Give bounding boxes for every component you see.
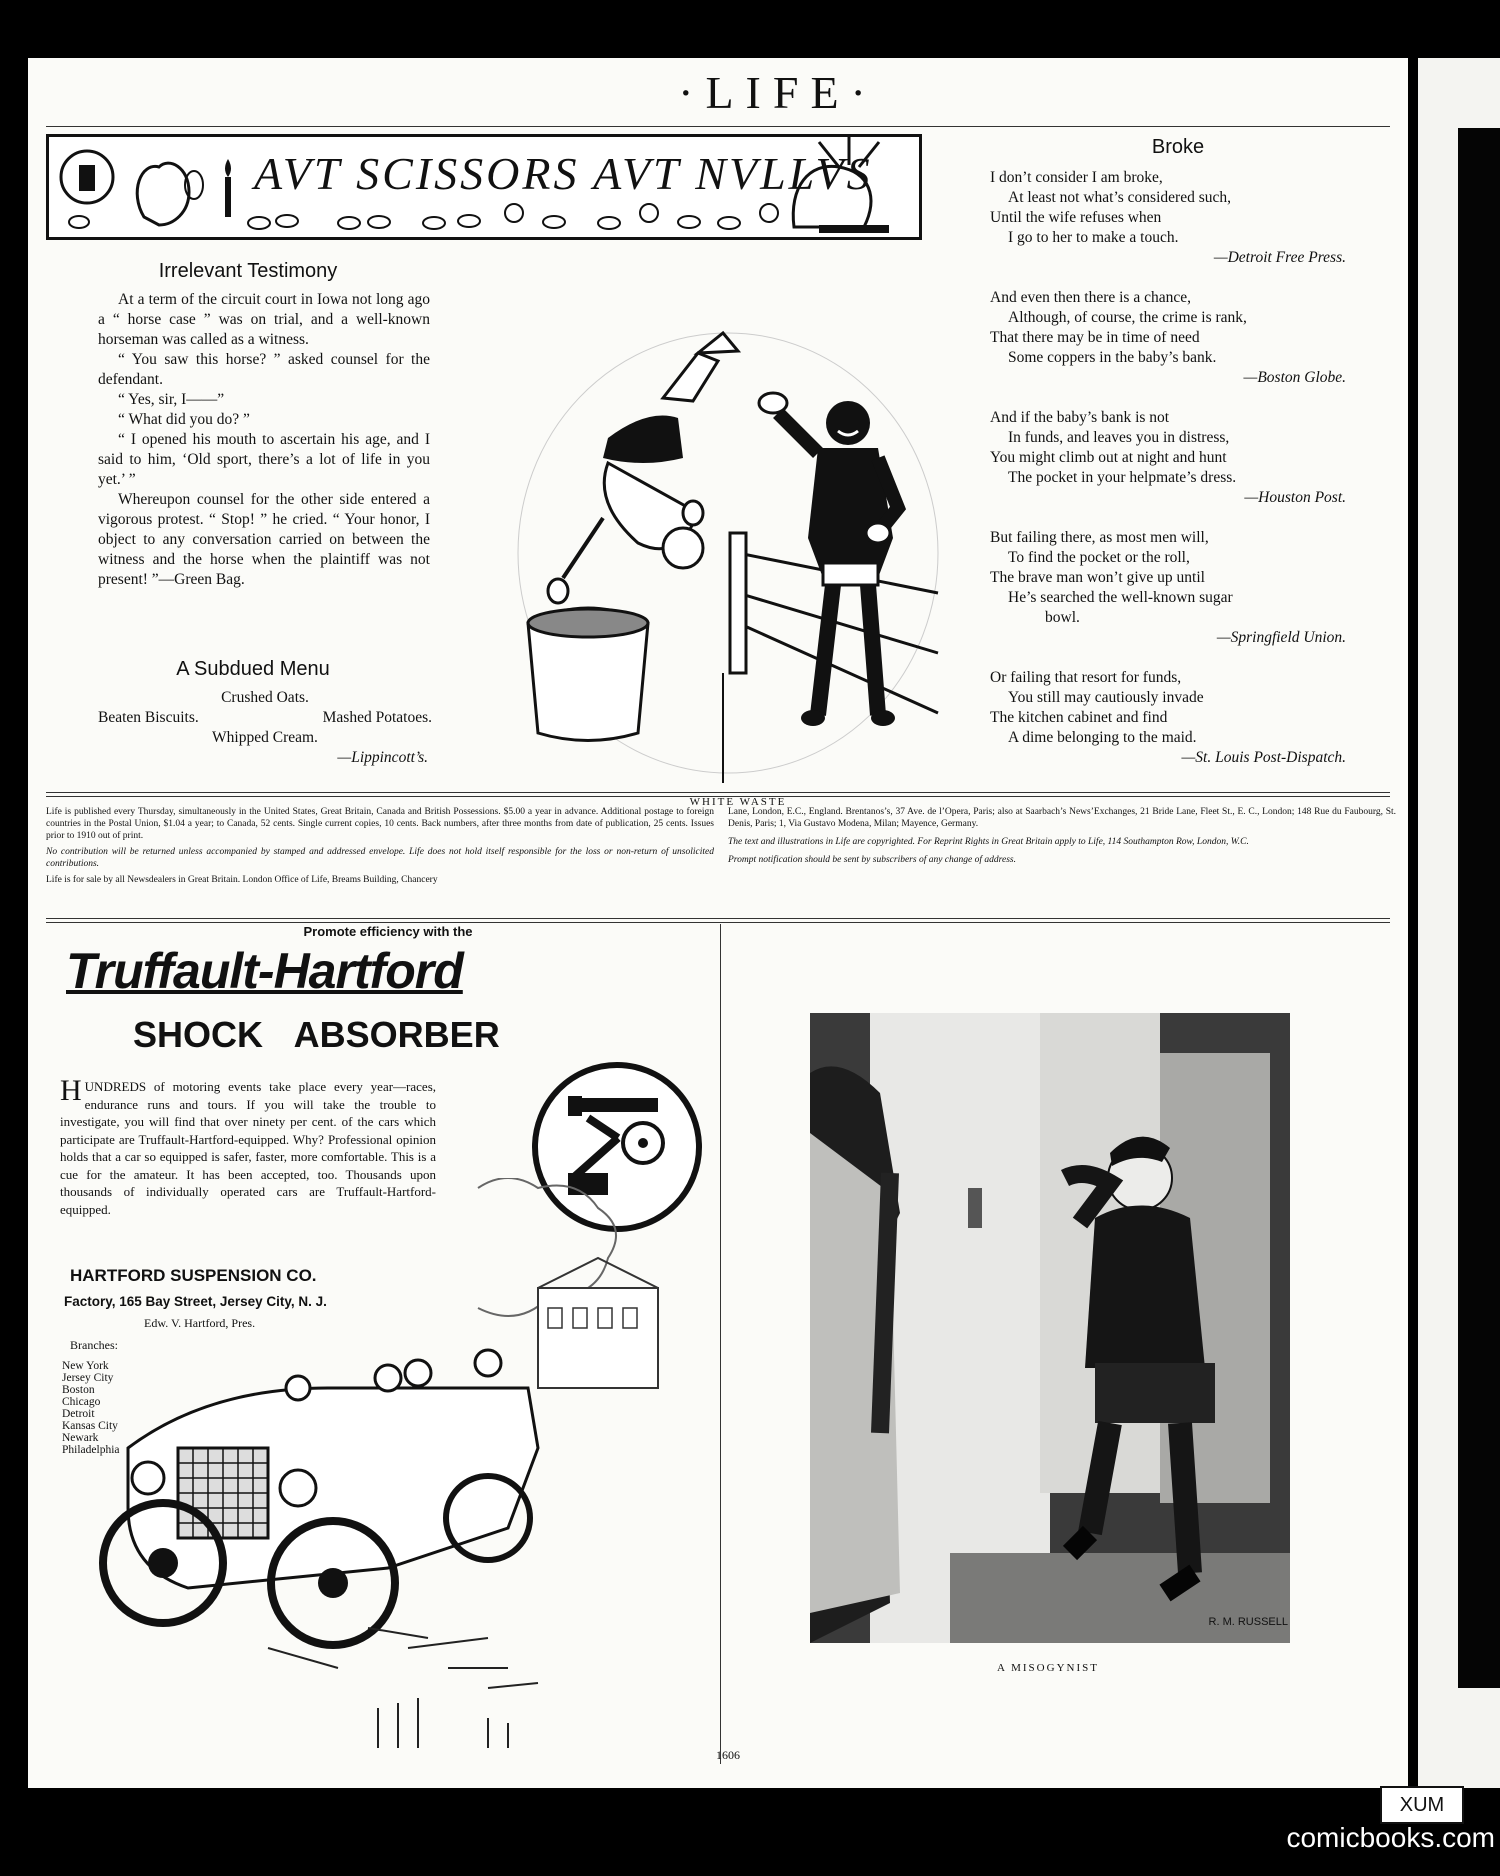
poem-stanza [990,168,1350,268]
ad-company: HARTFORD SUSPENSION CO. [70,1266,317,1285]
poem-line: At least not what’s considered such, [1008,189,1231,206]
touring-car-illustration [68,1178,708,1768]
menu-block [98,688,432,768]
watermark: comicbooks.com [1286,1822,1495,1853]
poem-line: bowl. [1045,609,1080,626]
poem-line: And even then there is a chance, [990,289,1191,306]
poem-line: You still may cautiously invade [1008,689,1204,706]
poem-line: Or failing that resort for funds, [990,669,1182,686]
ad-product: SHOCK ABSORBER [133,1014,500,1055]
masthead-rule [46,126,1390,127]
boxing-cartoon [508,323,948,783]
menu-title: A Subdued Menu [176,658,330,680]
poem-line: In funds, and leaves you in distress, [1008,429,1230,446]
section-rule [46,922,1390,923]
branch-item: Boston [62,1384,95,1396]
publisher-info-right [728,806,1396,866]
ad-president: Edw. V. Hartford, Pres. [144,1316,256,1330]
irrelevant-title: Irrelevant Testimony [158,260,338,282]
ad-promote: Promote efficiency with the [303,924,473,939]
poem-line: Until the wife refuses when [990,209,1162,226]
magazine-page [28,58,1408,1788]
ad-body-text: UNDREDS of motoring events take place every year—races, endurance runs and tours. If you will take the trouble to investigate, you will find that over ninety per cent. of the cars which participate are Truffault-Hartford-equipped. Why? Professional opinion holds that a car so equipped is safer, faster, more comfortable. This is a cue for the amateur. It has been accepted, too. Thousands upon thousands of individually operated cars are Truffault-Hartford-equipped. [60,1079,436,1217]
publisher-info-left [46,806,714,886]
artist-signature: R. M. RUSSELL [1208,1616,1288,1628]
ad-factory: Factory, 165 Bay Street, Jersey City, N. J. [64,1294,327,1309]
poem-source: —Boston Globe. [1243,369,1346,386]
paragraph: “ What did you do? ” [118,411,250,428]
branch-item: Philadelphia [62,1444,120,1456]
poem-line: But failing there, as most men will, [990,529,1209,546]
menu-line-pair [98,708,432,728]
cartoon-caption: WHITE WASTE [689,796,787,808]
scissors-banner [46,134,922,240]
column-divider [720,924,721,1764]
ad-brand: Truffault-Hartford [66,943,463,999]
poem-line: The brave man won’t give up until [990,569,1205,586]
illustration-caption: A MISOGYNIST [997,1662,1099,1674]
poem-line: That there may be in time of need [990,329,1200,346]
paragraph: Whereupon counsel for the other side entered a vigorous protest. “ Stop! ” he cried. “ Your honor, I object to any conversation carried on between the witness and the horse when the plaintiff was not present! ”—Green Bag. [98,491,430,588]
poem-line: And if the baby’s bank is not [990,409,1170,426]
section-rule [46,796,1390,797]
branch-item: Chicago [62,1396,101,1408]
menu-source: —Lippincott’s. [337,749,428,766]
poem-line: The kitchen cabinet and find [990,709,1168,726]
section-rule [46,792,1390,793]
menu-line: Crushed Oats. [221,689,309,706]
poem-line: Some coppers in the baby’s bank. [1008,349,1217,366]
poem-line: He’s searched the well-known sugar [1008,589,1233,606]
branch-item: Detroit [62,1408,95,1420]
banner-motto: AVT SCISSORS AVT NVLLVS [254,148,873,199]
page-number: 1606 [716,1748,740,1762]
paragraph: “ I opened his mouth to ascertain his age, and I said to him, ‘Old sport, there’s a lot of life in you yet.’ ” [98,431,430,488]
broke-title: Broke [1151,136,1205,158]
poem-stanza [990,668,1350,768]
adjacent-page-edge [1418,58,1500,1788]
poem-source: —Detroit Free Press. [1213,249,1346,266]
poem-source: —Houston Post. [1244,489,1346,506]
menu-item: Mashed Potatoes. [322,709,432,726]
poem-line: A dime belonging to the maid. [1008,729,1197,746]
section-rule [46,918,1390,919]
branch-item: Jersey City [62,1372,114,1384]
poem-line: To find the pocket or the roll, [1008,549,1190,566]
poem-stanza [990,288,1350,388]
poem-stanza [990,528,1350,648]
publisher-text: Prompt notification should be sent by subscribers of any change of address. [728,855,1016,865]
poem-line: I don’t consider I am broke, [990,169,1163,186]
publisher-text: The text and illustrations in Life are copyrighted. For Reprint Rights in Great Britain apply to Life, 114 Southampton Row, London, W.C. [728,837,1249,847]
paragraph: “ You saw this horse? ” asked counsel for the defendant. [98,351,430,388]
branch-item: Kansas City [62,1420,118,1432]
branch-item: Newark [62,1432,99,1444]
adjacent-page-dark [1458,128,1500,1688]
dropcap: H [60,1074,82,1107]
paragraph: At a term of the circuit court in Iowa not long ago a “ horse case ” was on trial, and a well-known horseman was called as a witness. [98,291,430,348]
poem-source: —Springfield Union. [1216,629,1346,646]
broke-poem [990,168,1350,768]
poem-line: Although, of course, the crime is rank, [1008,309,1247,326]
paragraph: “ Yes, sir, I——” [118,391,225,408]
misogynist-illustration [810,1013,1290,1643]
menu-item: Beaten Biscuits. [98,709,199,726]
publisher-text: No contribution will be returned unless accompanied by stamped and addressed envelope. Life does not hold itself responsible for the loss or non-return of unsolicited contributions. [46,847,714,869]
publisher-text: Lane, London, E.C., England. Brentanos’s, 37 Ave. de l’Opera, Paris; also at Saarbach’s News’Exchanges, 21 Bride Lane, Fleet St., E. C., London; 148 Rue du Faubourg, St. Denis, Paris; 1, Via Gustavo Modena, Milan; Mayence, Germany. [728,807,1396,829]
publisher-text: Life is for sale by all Newsdealers in Great Britain. London Office of Life, Breams Building, Chancery [46,875,438,885]
publisher-text: Life is published every Thursday, simultaneously in the United States, Great Britain, Canada and British Possessions. $5.00 a year in advance. Additional postage to foreign countries in the Postal Union, $1.04 a year; to Canada, 52 cents. Single current copies, 10 cents. Back numbers, after three months from date of publication, 25 cents. Issues prior to 1910 out of print. [46,807,714,841]
irrelevant-article [98,290,430,590]
poem-source: —St. Louis Post-Dispatch. [1181,749,1346,766]
poem-line: The pocket in your helpmate’s dress. [1008,469,1237,486]
poem-line: You might climb out at night and hunt [990,449,1227,466]
corner-tag: XUM [1380,1786,1464,1824]
poem-stanza [990,408,1350,508]
branches-label: Branches: [70,1338,118,1352]
masthead: ·LIFE· [678,67,878,118]
poem-line: I go to her to make a touch. [1008,229,1179,246]
menu-line: Whipped Cream. [212,729,318,746]
branch-item: New York [62,1360,109,1372]
